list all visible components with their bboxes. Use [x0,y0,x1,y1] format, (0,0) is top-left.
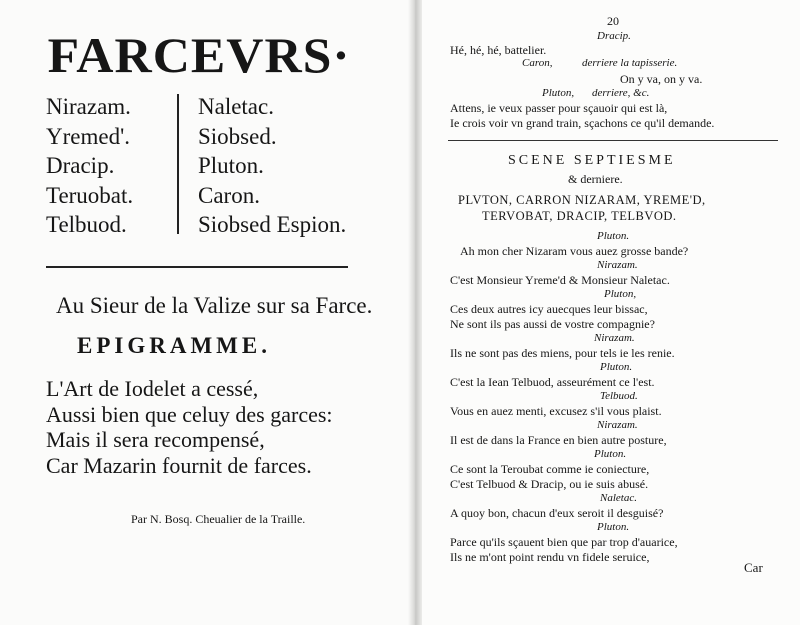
cast-name: Naletac. [198,94,274,119]
verse-line: Ie crois voir vn grand train, sçachons ce qu'il demande. [450,116,715,130]
epigram-title: EPIGRAMME. [77,333,271,358]
speaker-label: Telbuod. [600,390,638,402]
scene-title: SCENE SEPTIESME [508,153,676,168]
cast-name: Dracip. [46,153,115,178]
speaker-label: Pluton. [594,448,627,460]
verse-line: Hé, hé, hé, battelier. [450,43,547,57]
cast-name: Pluton. [198,153,264,178]
cast-name: Telbuod. [46,212,127,237]
scene-subtitle: & derniere. [568,172,623,186]
cast-divider [177,94,179,234]
poem-line: Car Mazarin fournit de farces. [46,452,312,478]
page-number: 20 [607,14,619,28]
poem-line: Mais il sera recompensé, [46,427,265,452]
signature: Par N. Bosq. Cheualier de la Traille. [131,512,306,526]
stage-speaker: Caron, [522,57,553,69]
verse-line: On y va, on y va. [620,72,703,86]
cast-name: Nirazam. [46,94,131,119]
verse-line: Ne sont ils pas aussi de vostre compagnie? [450,317,655,331]
book-gutter [408,0,422,625]
cast-name: Teruobat. [46,182,134,208]
right-page [422,0,800,625]
cast-list-left [46,92,133,240]
dedication: Au Sieur de la Valize sur sa Farce. [56,293,373,318]
speaker-label: Pluton. [597,521,630,533]
speaker-label: Dracip. [597,30,631,42]
verse-line: Ce sont la Teroubat comme ie coniecture, [450,462,650,476]
speaker-label: Naletac. [600,492,637,504]
verse-line: A quoy bon, chacun d'eux seroit il desguisé? [450,506,664,520]
verse-line: C'est Telbuod & Dracip, ou ie suis abusé. [450,477,649,491]
cast-list-right [198,92,346,240]
scene-rule [448,140,778,141]
catchword: Car [744,560,763,575]
cast-name: Siobsed. [198,123,277,149]
poem-line: L'Art de Iodelet a cessé, [46,376,259,401]
stage-direction: derriere, &c. [592,87,650,99]
speaker-label: Pluton. [597,230,630,242]
verse-line: Ces deux autres icy auecques leur bissac, [450,302,648,316]
stage-direction: derriere la tapisserie. [582,57,678,69]
stage-speaker: Pluton, [542,87,575,99]
verse-line: C'est la Iean Telbuod, asseurément ce l'est. [450,375,655,389]
speaker-label: Nirazam. [597,419,638,431]
speaker-label: Pluton, [604,288,637,300]
verse-line: Parce qu'ils sçauent bien que par trop d'auarice, [450,535,678,549]
cast-name: Yremed'. [46,123,130,149]
cast-name: Caron. [198,182,260,208]
speaker-label: Pluton. [600,361,633,373]
verse-line: Il est de dans la France en bien autre posture, [450,433,667,447]
verse-line: Ils ne sont pas des miens, pour tels ie les renie. [450,346,675,360]
scene-characters: PLVTON, CARRON NIZARAM, YREME'D, [458,193,706,207]
ornamental-rule [46,266,348,268]
poem-line: Aussi bien que celuy des garces: [46,401,333,427]
epigram-poem [46,376,333,478]
verse-line: Attens, ie veux passer pour sçauoir qui est là, [450,101,668,115]
speaker-label: Nirazam. [594,332,635,344]
verse-line: Ah mon cher Nizaram vous auez grosse bande? [460,244,689,258]
title: FARCEVRS· [47,27,351,83]
verse-line: C'est Monsieur Yreme'd & Monsieur Naletac. [450,273,670,287]
cast-name: Siobsed Espion. [198,212,347,237]
speaker-label: Nirazam. [597,259,638,271]
scene-characters: TERVOBAT, DRACIP, TELBVOD. [482,209,677,223]
verse-line: Ils ne m'ont point rendu vn fidele seruice, [450,550,650,564]
verse-line: Vous en auez menti, excusez s'il vous plaist. [450,404,662,418]
